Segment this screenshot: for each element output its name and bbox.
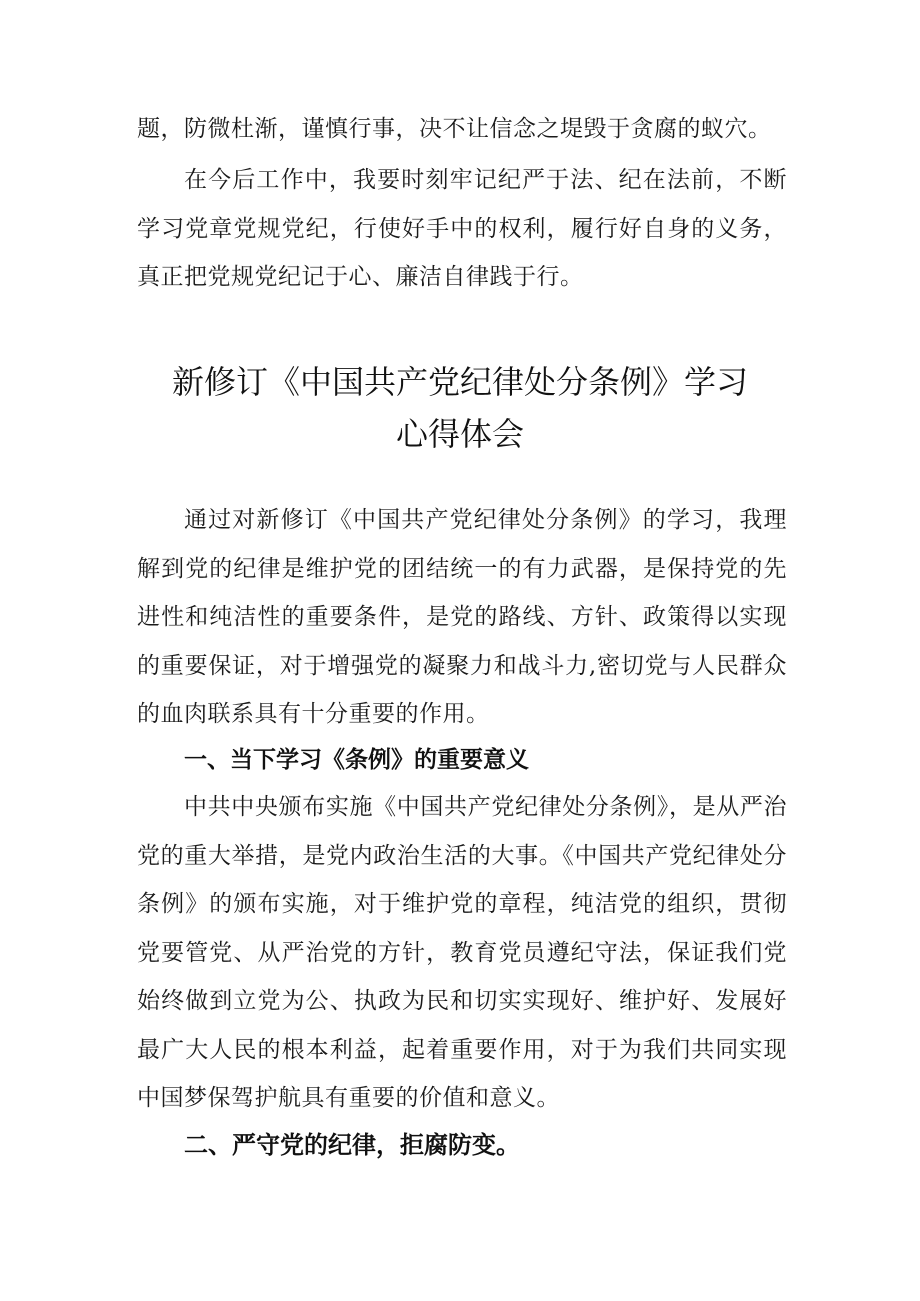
document-title-line-1: 新修订《中国共产党纪律处分条例》学习 bbox=[171, 363, 748, 401]
section-1-paragraph: 中共中央颁布实施《中国共产党纪律处分条例》，是从严治党的重大举措，是党内政治生活的大事。《中国共产党纪律处分条例》的颁布实施，对于维护党的章程，纯洁党的组织，贯彻党要管党、从严治党的方针，教育党员遵纪守法，保证我们党始终做到立党为公、执政为民和切实实现好、维护好、发展好最广大人民的根本利益，起着重要作用，对于为我们共同实现中国梦保驾护航具有重要的价值和意义。 bbox=[137, 794, 787, 1111]
carryover-paragraph-resolution: 在今后工作中，我要时刻牢记纪严于法、纪在法前，不断学习党章党规党纪，行使好手中的权利，履行好自身的义务，真正把党规党纪记于心、廉洁自律践于行。 bbox=[137, 167, 787, 290]
section-1-heading: 一、当下学习《条例》的重要意义 bbox=[184, 747, 529, 773]
document-title-line-2: 心得体会 bbox=[395, 415, 524, 453]
intro-paragraph: 通过对新修订《中国共产党纪律处分条例》的学习，我理解到党的纪律是维护党的团结统一的有力武器，是保持党的先进性和纯洁性的重要条件，是党的路线、方针、政策得以实现的重要保证，对于增强党的凝聚力和战斗力,密切党与人民群众的血肉联系具有十分重要的作用。 bbox=[137, 507, 787, 727]
carryover-paragraph-end: 题，防微杜渐，谨慎行事，决不让信念之堤毁于贪腐的蚁穴。 bbox=[137, 116, 772, 142]
section-2-heading: 二、严守党的纪律，拒腐防变。 bbox=[184, 1131, 520, 1159]
